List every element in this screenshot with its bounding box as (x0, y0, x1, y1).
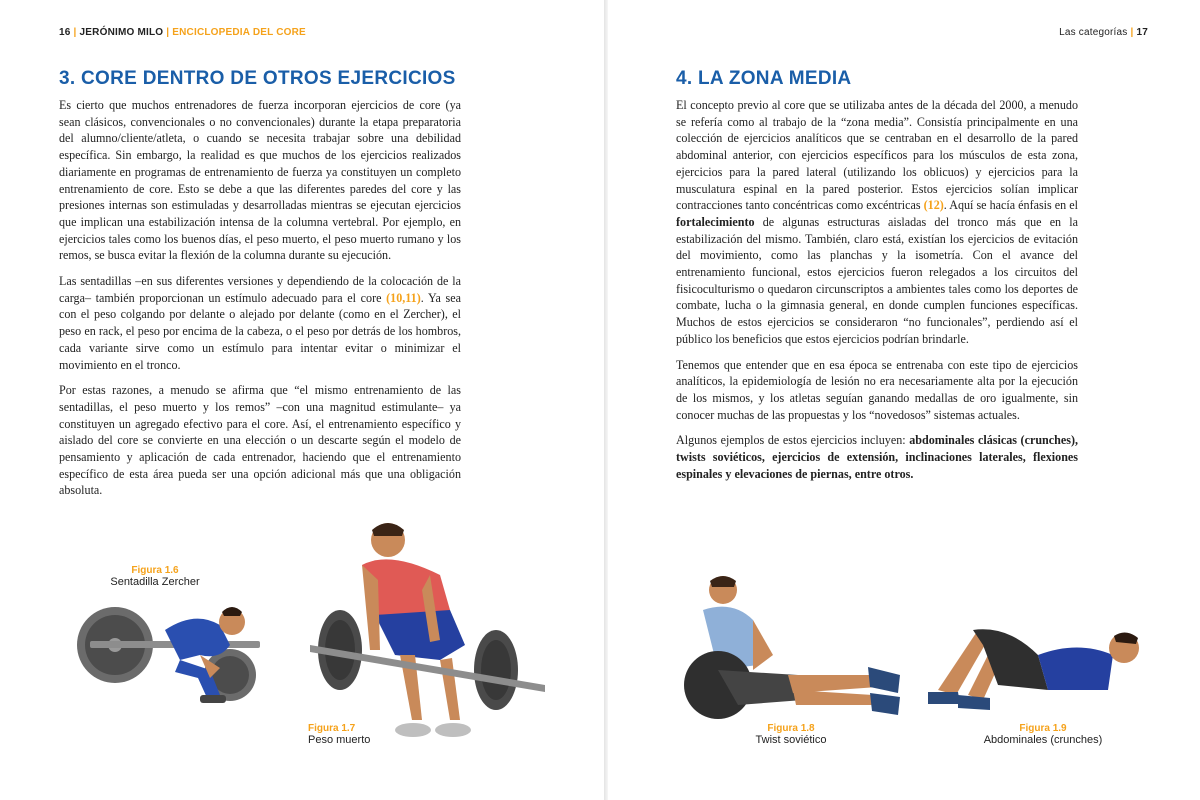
body-text (59, 97, 461, 508)
section-title: 3. CORE DENTRO DE OTROS EJERCICIOS (59, 68, 456, 89)
figure-number: Figura 1.9 (1019, 723, 1067, 734)
paragraph: Tenemos que entender que en esa época se entrenaba con este tipo de ejercicios analíticos, la epidemiología de lesión no era necesariamente alta por la ejecución de los mismos, y los atletas seguían ganando medallas de oro igualmente, sin conocer muchas de las propuestas y los “novedosos” sistemas actuales. (676, 357, 1078, 422)
deadlift-illustration (300, 520, 550, 750)
shoe (928, 692, 960, 704)
crunches-illustration (928, 610, 1148, 720)
shirt (1038, 648, 1113, 691)
author-name: JERÓNIMO MILO (79, 27, 164, 38)
running-title: Las categorías (1059, 27, 1128, 38)
figure-caption-1-8 (726, 723, 856, 746)
section-title: 4. LA ZONA MEDIA (676, 68, 852, 89)
paragraph: Algunos ejemplos de estos ejercicios incluyen: abdominales clásicas (crunches), twists soviéticos, ejercicios de extensión, inclinaciones laterales, flexiones espinales y elevaciones de piernas, entre otros. (676, 433, 1078, 481)
figure-caption-1-7 (308, 723, 428, 746)
figure-caption-1-6 (100, 565, 210, 588)
zercher-squat-illustration (70, 600, 270, 720)
figure-caption-1-9 (968, 723, 1118, 746)
book-title: ENCICLOPEDIA DEL CORE (172, 27, 306, 38)
right-page (608, 0, 1200, 800)
figure-number: Figura 1.7 (308, 723, 356, 734)
citation-ref[interactable]: (10,11) (386, 290, 421, 305)
figure-number: Figura 1.8 (767, 723, 815, 734)
page-number: 16 (59, 27, 71, 38)
citation-ref[interactable]: (12) (923, 198, 944, 213)
figure-title: Abdominales (crunches) (983, 734, 1103, 746)
page-number: 17 (1136, 27, 1148, 38)
running-head-right: Las categorías | 17 (1059, 27, 1148, 38)
body-text (676, 97, 1078, 491)
running-head-left: 16 | JERÓNIMO MILO | ENCICLOPEDIA DEL CORE (59, 27, 306, 38)
shoe (868, 667, 900, 693)
soviet-twist-illustration (678, 575, 908, 725)
leg (788, 675, 878, 693)
paragraph: Las sentadillas –en sus diferentes versiones y dependiendo de la colocación de la carga– también proporcionan un estímulo adecuado para el core (10,11). Ya sea con el peso colgando por delante o alejado por delante (como en el Zercher), el peso en rack, el peso por encima de la cabeza, o el peso por detrás de los hombros, cada variante sirve como un estímulo para intentar evitar o minimizar el movimiento en el tronco. (59, 274, 461, 372)
paragraph: El concepto previo al core que se utilizaba antes de la década del 2000, a menudo se refería como al trabajo de la “zona media”. Consistía principalmente en una colección de ejercicios analíticos que se centraban en el desarrollo de la pared abdominal anterior, con ejercicios específicos para los músculos de esta zona, ejercicios para la pared lateral (utilizando los oblicuos) y ejercicios para la musculatura espinal en la pared posterior. Estos ejercicios solían implicar contracciones tanto concéntricas como excéntricas (12). Aquí se hacía énfasis en el fortalecimiento de algunas estructuras aisladas del tronco más que en la estabilización del mismo. También, claro está, existían los ejercicios de evitación del movimiento, como las planchas y la isometría. Con el avance del entrenamiento funcional, estos ejercicios fueron relegados a los circuitos del fisicoculturismo o quedaron circunscriptos a ambientes tales como los deportes de combate, lucha o la gimnasia general, en donde cumplen funciones específicas. Muchos de estos ejercicios se consideraron “no funcionales”, perdiendo así el público los beneficios que estos ejercicios podrían brindarle. (676, 98, 1078, 346)
shorts (375, 610, 465, 660)
figure-title: Twist soviético (755, 734, 827, 746)
figure-title: Sentadilla Zercher (110, 576, 200, 588)
paragraph: Por estas razones, a menudo se afirma que “el mismo entrenamiento de las sentadillas, el peso muerto y los remos” –con una magnitud estimulante– ya constituyen un agregado efectivo para el core. Así, el entrenamiento específico y aislado del core se convierte en una elección o un descarte según el modelo de pensamiento y aplicación de cada entrenador, haciendo que el entrenamiento específico de esta área pueda ser una opción adicional más que una obligación absoluta. (59, 383, 461, 498)
paragraph: Es cierto que muchos entrenadores de fuerza incorporan ejercicios de core (ya sean clásicos, convencionales o no convencionales) durante la etapa preparatoria del alumno/cliente/atleta, o cuando se necesita trabajar sobre una debilidad específica. Sin embargo, la realidad es que muchos de los ejercicios realizados diariamente en programas de entrenamiento de fuerza ya constituyen un completo entrenamiento de core. Esto se debe a que las diferentes paredes del core y las presiones internas son estimuladas y desarrolladas mientras se ejecutan ejercicios que implican una estabilización intensa de la columna vertebral. Por ejemplo, en ejercicios tales como los buenos días, el peso muerto, el peso muerto rumano y los remos, se busca evitar la flexión de la columna durante su ejecución. (59, 98, 461, 263)
figure-number: Figura 1.6 (131, 565, 179, 576)
figure-title: Peso muerto (308, 734, 371, 746)
